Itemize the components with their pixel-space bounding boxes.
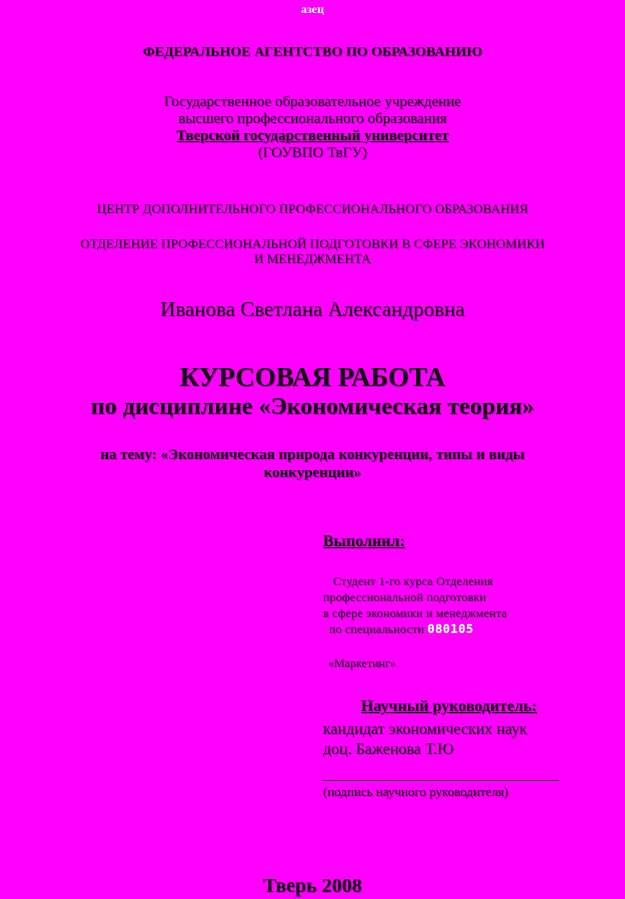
signature-caption: (подпись научного руководителя) (323, 784, 509, 799)
specialty-prefix: по специальности (329, 622, 425, 636)
student-info-line-1: Студент 1-го курса Отделения (333, 574, 493, 588)
header-mark: азец (300, 2, 325, 16)
advisor-degree: кандидат экономических наук (323, 721, 528, 738)
topic-line-2: конкуренции» (263, 465, 362, 481)
agency-title: ФЕДЕРАЛЬНОЕ АГЕНТСТВО ПО ОБРАЗОВАНИЮ (142, 45, 483, 60)
university-abbreviation: (ГОУВПО ТвГУ) (257, 145, 368, 161)
student-info-line-3: в сфере экономики и менеджмента (323, 606, 507, 620)
department-line-1: ОТДЕЛЕНИЕ ПРОФЕССИОНАЛЬНОЙ ПОДГОТОВКИ В СФЕРЕ ЭКОНОМИКИ (80, 236, 545, 251)
signature-line (323, 780, 559, 781)
institution-line-1: Государственное образовательное учреждение (163, 94, 462, 110)
department-title (0, 236, 625, 266)
student-info (323, 573, 507, 637)
student-name: Иванова Светлана Александровна (160, 297, 465, 321)
performed-label: Выполнил: (323, 533, 405, 550)
advisor-name: доц. Баженова Т.Ю (323, 741, 454, 758)
student-info-line-4 (323, 621, 507, 637)
topic-title (0, 446, 625, 482)
specialty-code: 080105 (427, 622, 474, 636)
course-work-title (0, 362, 625, 422)
department-line-2: И МЕНЕДЖМЕНТА (254, 251, 371, 266)
center-title: ЦЕНТР ДОПОЛНИТЕЛЬНОГО ПРОФЕССИОНАЛЬНОГО ОБРАЗОВАНИЯ (96, 201, 529, 216)
specialty-name: «Маркетинг» (328, 656, 396, 670)
city-year: Тверь 2008 (263, 875, 362, 897)
institution-block (0, 94, 625, 162)
institution-line-2: высшего профессионального образования (178, 111, 447, 127)
advisor-label: Научный руководитель: (361, 698, 537, 715)
topic-line-1: на тему: «Экономическая природа конкуренции, типы и виды (100, 447, 525, 463)
student-info-line-2: профессиональной подготовки (323, 590, 487, 604)
advisor-info (323, 720, 527, 760)
discipline-name: по дисциплине «Экономическая теория» (90, 394, 535, 420)
course-work-heading: КУРСОВАЯ РАБОТА (179, 362, 446, 392)
university-name: Тверской государственный университет (176, 128, 449, 144)
